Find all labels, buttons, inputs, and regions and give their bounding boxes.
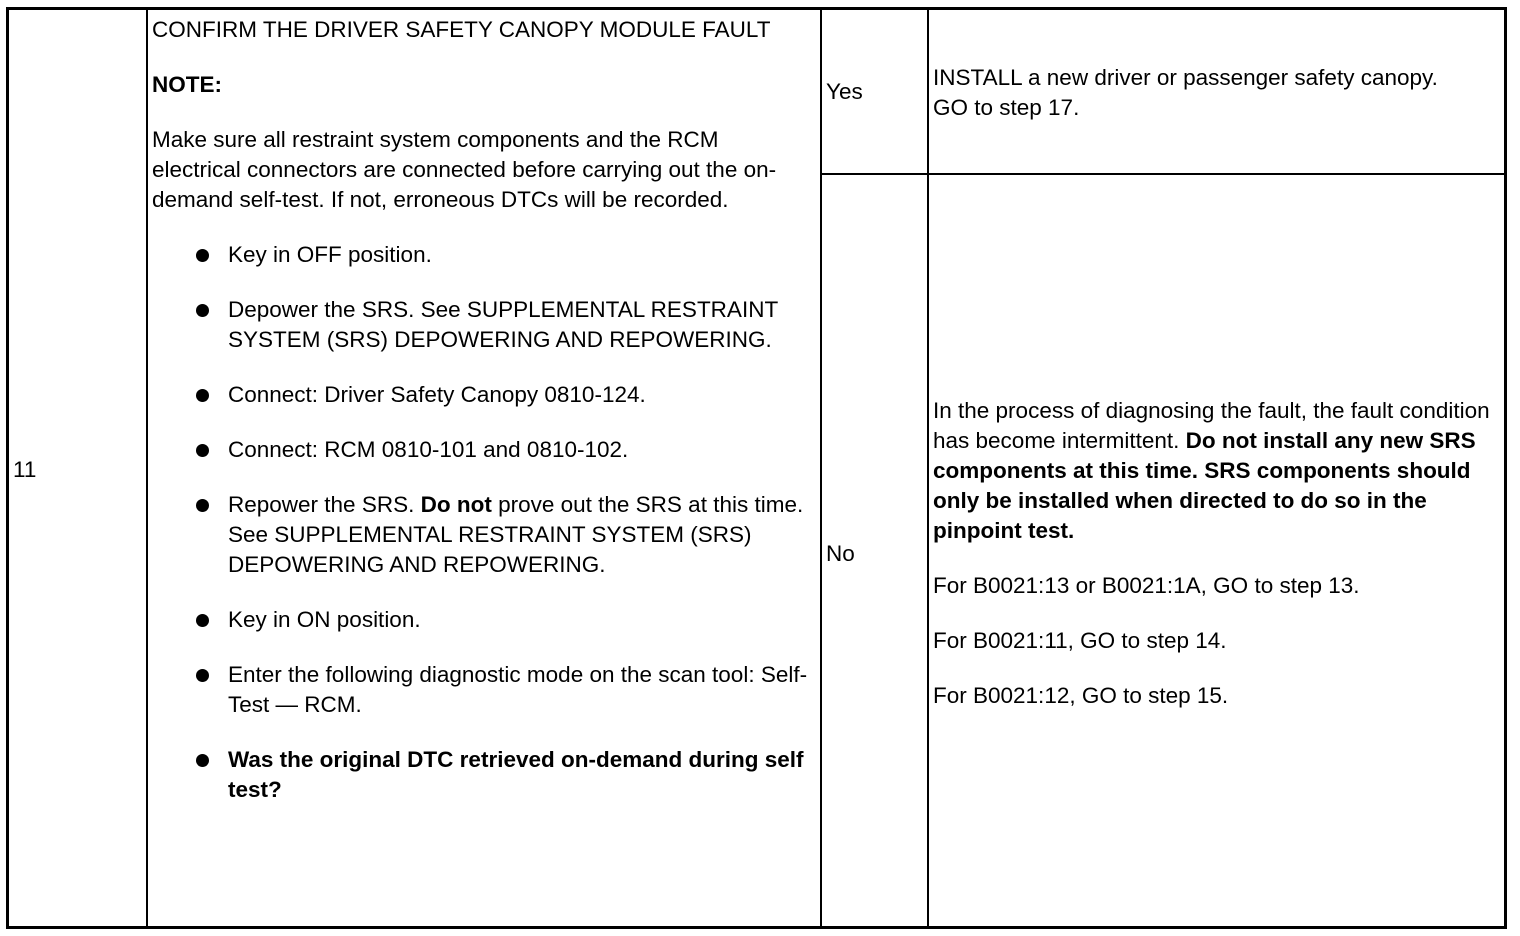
list-item: Was the original DTC retrieved on-demand during self test? xyxy=(152,745,848,805)
bullet-icon xyxy=(196,614,209,627)
list-item: Enter the following diagnostic mode on the scan tool: Self-Test — RCM. xyxy=(152,660,848,720)
note-label: NOTE: xyxy=(152,72,222,97)
no-goto-3: For B0021:12, GO to step 15. xyxy=(933,683,1229,708)
bullet-icon xyxy=(196,669,209,682)
bullet-icon xyxy=(196,754,209,767)
yes-action xyxy=(933,63,1508,123)
bullet-icon xyxy=(196,444,209,457)
list-item: Connect: Driver Safety Canopy 0810-124. xyxy=(152,380,848,410)
no-goto-1: For B0021:13 or B0021:1A, GO to step 13. xyxy=(933,573,1360,598)
no-goto-2: For B0021:11, GO to step 14. xyxy=(933,628,1227,653)
yes-action-text: INSTALL a new driver or passenger safety canopy. xyxy=(933,65,1438,90)
row-divider xyxy=(820,173,1504,175)
bullet-icon xyxy=(196,304,209,317)
list-item: Depower the SRS. See SUPPLEMENTAL RESTRAINT SYSTEM (SRS) DEPOWERING AND REPOWERING. xyxy=(152,295,848,355)
list-item: Key in ON position. xyxy=(152,605,848,635)
yes-goto: GO to step 17. xyxy=(933,95,1080,120)
no-action xyxy=(933,396,1493,711)
no-label: No xyxy=(826,541,855,566)
bullet-icon xyxy=(196,389,209,402)
diagnostic-step-table xyxy=(6,7,1507,929)
list-item: Key in OFF position. xyxy=(152,240,848,270)
column-divider xyxy=(146,10,148,926)
warning-text: Do not install any new SRS components at this time. SRS components should only be installed when directed to do so in the pinpoint test xyxy=(933,428,1476,543)
bullet-icon xyxy=(196,249,209,262)
no-action-text: In the process of diagnosing the fault, the fault condition has become intermittent. Do not install any new SRS components at this time. SRS components should only be installed when directed to do so in the pinpoint test. xyxy=(933,398,1490,543)
list-item: Repower the SRS. Do not prove out the SRS at this time. See SUPPLEMENTAL RESTRAINT SYSTEM (SRS) DEPOWERING AND REPOWERING. xyxy=(152,490,848,580)
bullet-icon xyxy=(196,499,209,512)
step-number: 11 xyxy=(13,457,37,482)
column-divider xyxy=(927,10,929,926)
yes-label: Yes xyxy=(826,79,863,104)
action-list xyxy=(152,240,817,805)
step-title: CONFIRM THE DRIVER SAFETY CANOPY MODULE FAULT xyxy=(152,17,771,42)
step-description xyxy=(152,15,817,805)
list-item: Connect: RCM 0810-101 and 0810-102. xyxy=(152,435,848,465)
note-text: Make sure all restraint system components and the RCM electrical connectors are connected before carrying out the on-demand self-test. If not, erroneous DTCs will be recorded. xyxy=(152,127,777,212)
